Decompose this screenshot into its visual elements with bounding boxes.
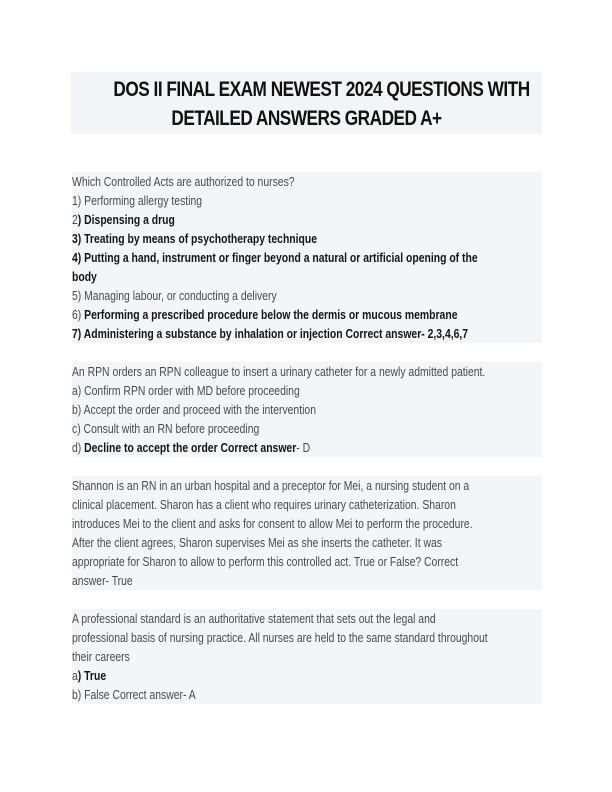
option-text-bold: 4) Putting a hand, instrument or finger beyond a natural or artificial opening of the bbox=[72, 250, 478, 265]
option bbox=[72, 400, 542, 419]
option-text-bold: Performing a prescribed procedure below the dermis or mucous membrane bbox=[84, 307, 458, 322]
option-text-bold: ) True bbox=[77, 668, 107, 683]
option-text-bold: Decline to accept the order Correct answer bbox=[84, 440, 297, 455]
question-text: appropriate for Sharon to allow to perform this controlled act. True or False? Correct bbox=[72, 554, 459, 569]
question-2 bbox=[72, 362, 542, 381]
option-prefix: 6) bbox=[72, 307, 85, 322]
option-text: b) False Correct answer- A bbox=[72, 687, 196, 702]
option-text: c) Consult with an RN before proceeding bbox=[72, 421, 260, 436]
option-text-bold: 3) Treating by means of psychotherapy technique bbox=[72, 231, 318, 246]
option-text: 5) Managing labour, or conducting a delivery bbox=[72, 288, 277, 303]
question-3-answer bbox=[72, 571, 542, 590]
option bbox=[72, 419, 542, 438]
option-text-bold: ) Dispensing a drug bbox=[77, 212, 175, 227]
document-title bbox=[71, 72, 542, 134]
option bbox=[72, 381, 542, 400]
question-text: Shannon is an RN in an urban hospital and a preceptor for Mei, a nursing student on a bbox=[72, 478, 470, 493]
title-line-2: DETAILED ANSWERS GRADED A+ bbox=[171, 107, 442, 130]
option-text-bold: 7) Administering a substance by inhalation or injection Correct answer- 2,3,4,6,7 bbox=[72, 326, 469, 341]
question-3 bbox=[72, 476, 542, 495]
question-text: An RPN orders an RPN colleague to insert a urinary catheter for a newly admitted patient. bbox=[72, 364, 486, 379]
question-4-cont bbox=[72, 628, 542, 647]
option bbox=[72, 286, 542, 305]
option bbox=[72, 666, 542, 685]
question-text: A professional standard is an authoritative statement that sets out the legal and bbox=[72, 611, 436, 626]
option bbox=[72, 305, 542, 324]
option-prefix: a bbox=[72, 668, 78, 683]
option bbox=[72, 210, 542, 229]
option-prefix: 2 bbox=[72, 212, 78, 227]
question-text: their careers bbox=[72, 649, 130, 664]
question-4-cont bbox=[72, 647, 542, 666]
document-body bbox=[72, 172, 542, 704]
option-prefix: d) bbox=[72, 440, 85, 455]
question-text: professional basis of nursing practice. All nurses are held to the same standard throughout bbox=[72, 630, 488, 645]
option-answer bbox=[72, 685, 542, 704]
question-text: After the client agrees, Sharon supervises Mei as she inserts the catheter. It was bbox=[72, 535, 442, 550]
title-line-1: DOS II FINAL EXAM NEWEST 2024 QUESTIONS WITH bbox=[113, 78, 530, 101]
option bbox=[72, 229, 542, 248]
answer-value: - D bbox=[296, 440, 311, 455]
option bbox=[72, 191, 542, 210]
option bbox=[72, 248, 542, 267]
question-1 bbox=[72, 172, 542, 191]
option-text: 1) Performing allergy testing bbox=[72, 193, 203, 208]
answer-value: answer- True bbox=[72, 573, 133, 588]
question-3-cont bbox=[72, 552, 542, 571]
question-text: introduces Mei to the client and asks for consent to allow Mei to perform the procedure. bbox=[72, 516, 473, 531]
option-text: b) Accept the order and proceed with the intervention bbox=[72, 402, 316, 417]
option-text: a) Confirm RPN order with MD before proceeding bbox=[72, 383, 300, 398]
question-4 bbox=[72, 609, 542, 628]
option-continued bbox=[72, 267, 542, 286]
question-text: Which Controlled Acts are authorized to nurses? bbox=[72, 174, 295, 189]
question-3-cont bbox=[72, 533, 542, 552]
question-3-cont bbox=[72, 514, 542, 533]
option-text-bold: body bbox=[72, 269, 97, 284]
option-answer bbox=[72, 438, 542, 457]
question-text: clinical placement. Sharon has a client who requires urinary catheterization. Sharon bbox=[72, 497, 456, 512]
question-3-cont bbox=[72, 495, 542, 514]
option-answer bbox=[72, 324, 542, 343]
